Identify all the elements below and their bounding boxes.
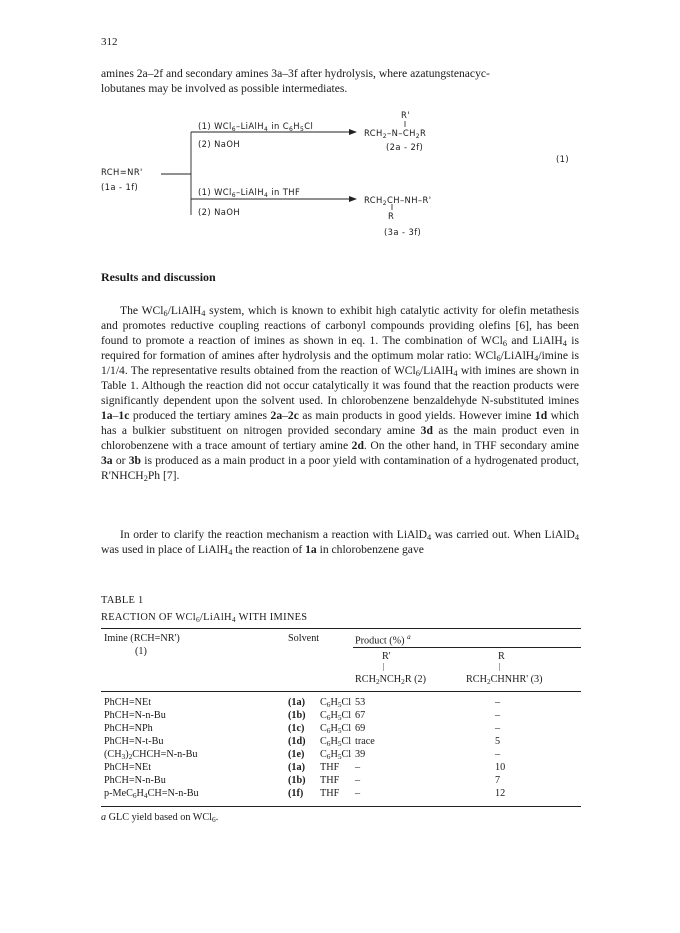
upper-product: $RCH_2-N-CH_2R$	[364, 128, 427, 140]
upper-step-1: (1) WCl$_6$–LiAlH$_4$ in $C_6H_5Cl$	[198, 121, 314, 133]
lower-product-label: (3a - 3f)	[384, 227, 422, 237]
upper-step-2: (2) NaOH	[198, 139, 241, 149]
cell-product-3: 7	[495, 775, 501, 786]
table-row	[101, 762, 581, 774]
col-p2-header: $RCH_2NCH_2R$ (2)	[355, 674, 427, 686]
cell-imine: PhCH=N-t-Bu	[104, 736, 164, 747]
col-p3-bond: |	[499, 662, 501, 671]
page-number: 312	[101, 36, 118, 48]
lower-product: $RCH_2CH-NH-R'$	[364, 195, 432, 207]
cell-imine: $(CH_3)_2CHCH=N-n-Bu$	[104, 749, 198, 761]
cell-imine-id: (1a)	[288, 697, 305, 708]
table-row	[101, 723, 581, 735]
cell-solvent: $C_6H_5Cl$	[320, 749, 352, 761]
scheme-lines	[101, 103, 581, 273]
cell-product-2: 67	[355, 710, 366, 721]
table-header-rule	[101, 691, 581, 692]
cell-solvent: $C_6H_5Cl$	[320, 697, 352, 709]
table-row	[101, 710, 581, 722]
upper-product-substituent: R'	[401, 110, 410, 120]
cell-product-3: –	[495, 697, 501, 708]
cell-solvent: THF	[320, 762, 340, 773]
product-rule	[353, 647, 581, 648]
table-row	[101, 775, 581, 787]
table-footnote: a GLC yield based on WCl$_6$.	[101, 812, 219, 824]
lower-step-2: (2) NaOH	[198, 207, 241, 217]
table-row	[101, 788, 581, 800]
cell-product-3: –	[495, 723, 501, 734]
cell-solvent: THF	[320, 775, 340, 786]
cell-solvent: $C_6H_5Cl$	[320, 736, 352, 748]
intro-line-2: lobutanes may be involved as possible intermediates.	[101, 82, 348, 95]
equation-number: (1)	[556, 154, 570, 164]
intro-text	[101, 66, 579, 96]
cell-imine-id: (1a)	[288, 762, 305, 773]
cell-product-2: 39	[355, 749, 366, 760]
cell-imine-id: (1d)	[288, 736, 306, 747]
cell-solvent: $C_6H_5Cl$	[320, 723, 352, 735]
cell-imine-id: (1f)	[288, 788, 304, 799]
col-p2-bond: |	[383, 662, 385, 671]
cell-solvent: THF	[320, 788, 340, 799]
intro-line-1: amines 2a–2f and secondary amines 3a–3f after hydrolysis, where azatungstenacyc-	[101, 67, 490, 80]
table-bottom-rule	[101, 806, 581, 807]
table-title: REACTION OF WCl$_6$/LiAlH$_4$ WITH IMINES	[101, 612, 308, 624]
lower-step-1: (1) WCl$_6$–LiAlH$_4$ in THF	[198, 187, 301, 199]
cell-imine: PhCH=N-n-Bu	[104, 775, 166, 786]
cell-product-3: 12	[495, 788, 506, 799]
paragraph-2: In order to clarify the reaction mechanism a reaction with LiAlD$_4$ was carried out. When LiAlD$_4$ was used in place of LiAlH$_4$ the reaction of 1a in chlorobenzene gave	[101, 528, 579, 557]
cell-product-2: 69	[355, 723, 366, 734]
cell-imine-id: (1b)	[288, 710, 306, 721]
cell-product-3: 10	[495, 762, 506, 773]
cell-imine-id: (1e)	[288, 749, 305, 760]
section-heading: Results and discussion	[101, 270, 216, 284]
table-row	[101, 736, 581, 748]
col-p3-header: $RCH_2CHNHR'$ (3)	[466, 674, 543, 686]
col-solvent-header: Solvent	[288, 633, 320, 644]
cell-product-2: 53	[355, 697, 366, 708]
cell-product-3: –	[495, 749, 501, 760]
reactant-label: (1a - 1f)	[101, 182, 139, 192]
cell-imine: PhCH=N-n-Bu	[104, 710, 166, 721]
col-p3-substituent: R	[498, 651, 505, 662]
cell-product-2: –	[355, 775, 361, 786]
cell-product-2: –	[355, 788, 361, 799]
cell-imine: PhCH=NEt	[104, 762, 152, 773]
col-imine-header: Imine (RCH=NR')	[104, 633, 180, 644]
reaction-scheme	[101, 103, 581, 273]
cell-imine-id: (1c)	[288, 723, 305, 734]
cell-product-3: 5	[495, 736, 501, 747]
upper-product-label: (2a - 2f)	[386, 142, 424, 152]
col-imine-subheader: (1)	[135, 646, 147, 657]
upper-arrow-head	[349, 129, 357, 135]
col-p2-substituent: R'	[382, 651, 391, 662]
paragraph-1: The WCl$_6$/LiAlH$_4$ system, which is known to exhibit high catalytic activity for olefin metathesis and promotes reductive coupling reactions of carbonyl compounds providing olefins [6], has been found to promote a reaction of imines as shown in eq. 1. The combination of WCl$_6$ and LiAlH$_4$ is required for formation of amines after hydrolysis and the optimum molar ratio: WCl$_6$/LiAlH$_4$/imine is 1/1/4. The representative results obtained from the reaction of WCl$_6$/LiAlH$_4$ with imines are shown in Table 1. Although the reaction did not occur catalytically it was found that the reaction products were significantly dependent upon the solvent used. In chlorobenzene benzaldehyde N-substituted imines 1a–1c produced the tertiary amines 2a–2c as main products in good yields. However imine 1d which has a bulkier substituent on nitrogen provided secondary amine 3d as the main product even in chlorobenzene with a trace amount of tertiary amine 2d. On the other hand, in THF secondary amine 3a or 3b is produced as a main product in a poor yield with contamination of a hydrogenated product, $R'NHCH_2Ph$ [7].	[101, 304, 580, 483]
cell-solvent: $C_6H_5Cl$	[320, 710, 352, 722]
cell-imine: $p-MeC_6H_4CH=N-n-Bu$	[104, 788, 199, 800]
table-row	[101, 749, 581, 761]
cell-imine: PhCH=NPh	[104, 723, 153, 734]
table-top-rule	[101, 628, 581, 629]
cell-imine: PhCH=NEt	[104, 697, 152, 708]
reactant: RCH=NR'	[101, 167, 143, 177]
cell-product-2: trace	[355, 736, 375, 747]
lower-product-substituent: R	[388, 211, 395, 221]
col-product-header: Product (%) $^a$	[355, 633, 411, 647]
table-row	[101, 697, 581, 709]
cell-product-3: –	[495, 710, 501, 721]
lower-arrow-head	[349, 196, 357, 202]
cell-product-2: –	[355, 762, 361, 773]
table-label: TABLE 1	[101, 595, 144, 606]
cell-imine-id: (1b)	[288, 775, 306, 786]
